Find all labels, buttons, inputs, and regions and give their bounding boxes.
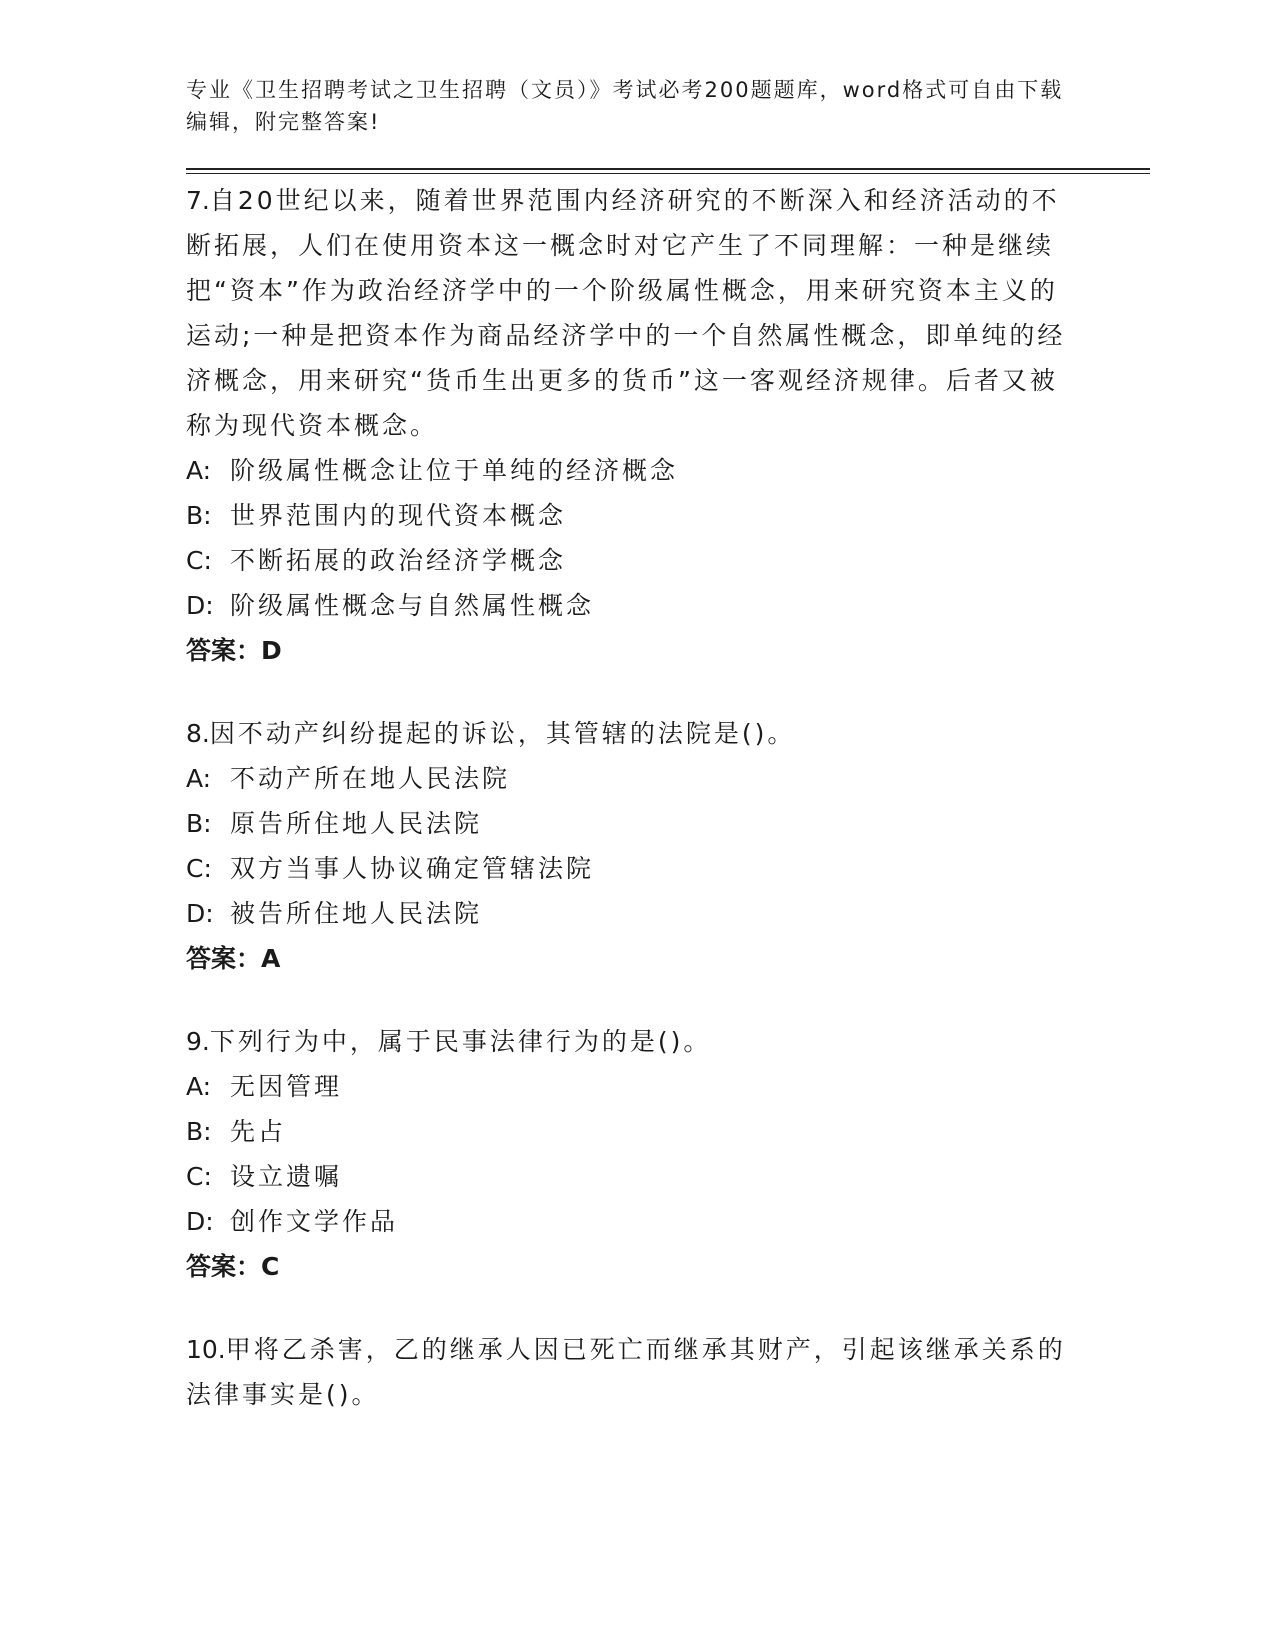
document-header: 专业《卫生招聘考试之卫生招聘（文员）》考试必考200题题库，word格式可自由下载编辑，附完整答案!	[186, 78, 1064, 134]
option-b	[186, 1109, 1156, 1154]
header-divider	[186, 168, 1150, 174]
option-letter: D:	[186, 1207, 214, 1236]
option-a	[186, 1064, 1156, 1109]
question-text: 自20世纪以来，随着世界范围内经济研究的不断深入和经济活动的不断拓展，人们在使用资本这一概念时对它产生了不同理解：一种是继续把“资本”作为政治经济学中的一个阶级属性概念，用来研究资本主义的运动;一种是把资本作为商品经济学中的一个自然属性概念，即单纯的经济概念，用来研究“货币生出更多的货币”这一客观经济规律。后者又被称为现代资本概念。	[186, 186, 1066, 440]
question-10	[186, 1327, 1156, 1417]
question-7	[186, 178, 1156, 673]
option-b	[186, 493, 1156, 538]
option-list	[186, 756, 1156, 936]
question-number: 8.	[186, 719, 210, 748]
option-letter: C:	[186, 546, 212, 575]
question-number: 10.	[186, 1335, 226, 1364]
option-text: 世界范围内的现代资本概念	[230, 501, 567, 530]
answer-line: 答案：A	[186, 944, 281, 973]
option-letter: A:	[186, 1072, 212, 1101]
question-9	[186, 1019, 1156, 1289]
option-text: 阶级属性概念与自然属性概念	[230, 591, 595, 620]
question-stem	[186, 711, 1076, 756]
option-text: 先占	[230, 1117, 287, 1146]
option-letter: B:	[186, 809, 212, 838]
question-text: 下列行为中，属于民事法律行为的是()。	[209, 1027, 712, 1056]
option-d	[186, 891, 1156, 936]
option-c	[186, 846, 1156, 891]
question-stem	[186, 178, 1076, 448]
option-a	[186, 756, 1156, 801]
option-text: 阶级属性概念让位于单纯的经济概念	[230, 456, 679, 485]
question-stem	[186, 1019, 1076, 1064]
option-b	[186, 801, 1156, 846]
option-list	[186, 448, 1156, 628]
option-d	[186, 583, 1156, 628]
option-letter: A:	[186, 764, 212, 793]
option-text: 被告所住地人民法院	[230, 899, 483, 928]
option-text: 创作文学作品	[230, 1207, 399, 1236]
question-number: 7.	[186, 186, 210, 215]
document-page	[186, 70, 1156, 1455]
question-number: 9.	[186, 1027, 210, 1056]
option-text: 不动产所在地人民法院	[230, 764, 511, 793]
question-list	[186, 178, 1156, 1417]
option-letter: D:	[186, 591, 214, 620]
option-letter: B:	[186, 501, 212, 530]
option-c	[186, 538, 1156, 583]
answer-line: 答案：C	[186, 1252, 280, 1281]
question-stem	[186, 1327, 1076, 1417]
option-text: 设立遗嘱	[230, 1162, 343, 1191]
option-text: 不断拓展的政治经济学概念	[230, 546, 567, 575]
option-text: 原告所住地人民法院	[230, 809, 483, 838]
option-letter: B:	[186, 1117, 212, 1146]
option-letter: A:	[186, 456, 212, 485]
option-letter: C:	[186, 1162, 212, 1191]
question-text: 甲将乙杀害，乙的继承人因已死亡而继承其财产，引起该继承关系的法律事实是()。	[186, 1335, 1066, 1409]
option-d	[186, 1199, 1156, 1244]
option-text: 无因管理	[230, 1072, 343, 1101]
answer-line: 答案：D	[186, 636, 282, 665]
question-8	[186, 711, 1156, 981]
option-list	[186, 1064, 1156, 1244]
option-a	[186, 448, 1156, 493]
option-c	[186, 1154, 1156, 1199]
question-text: 因不动产纠纷提起的诉讼，其管辖的法院是()。	[209, 719, 796, 748]
option-letter: C:	[186, 854, 212, 883]
option-letter: D:	[186, 899, 214, 928]
option-text: 双方当事人协议确定管辖法院	[230, 854, 595, 883]
